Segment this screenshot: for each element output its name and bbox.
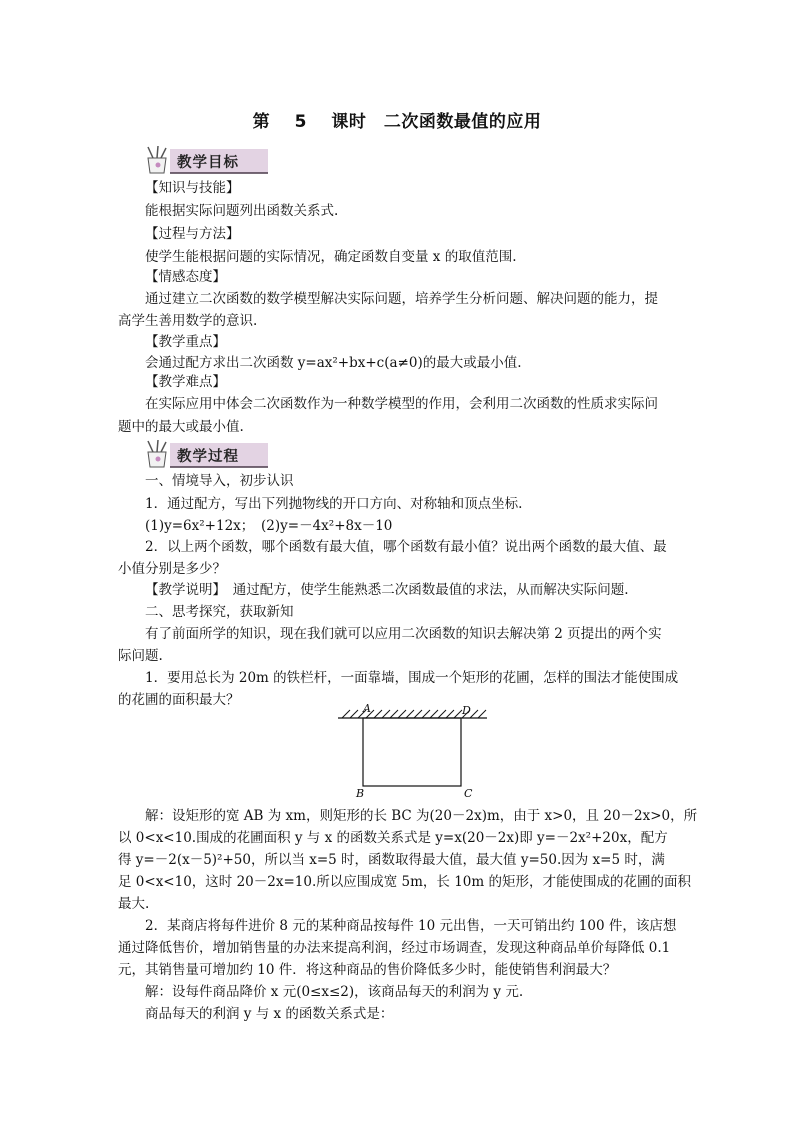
difficulty-text-line1: 在实际应用中体会二次函数作为一种数学模型的作用，会利用二次函数的性质求实际问 bbox=[145, 396, 658, 412]
emotion-text-line1: 通过建立二次函数的数学模型解决实际问题，培养学生分析问题、解决问题的能力，提 bbox=[145, 291, 658, 307]
solution1-line4: 足 0<x<10，这时 20－2x=10.所以应围成宽 5m，长 10m 的矩形，才能使围成的花圃的面积 bbox=[118, 874, 691, 890]
label-b: B bbox=[356, 787, 365, 800]
banner-title: 教学目标 bbox=[177, 155, 239, 171]
difficulty-text-line2: 题中的最大或最小值. bbox=[118, 419, 244, 435]
problem1-line1: 1．要用总长为 20m 的铁栏杆，一面靠墙，围成一个矩形的花圃，怎样的围法才能使围成 bbox=[145, 670, 679, 686]
teaching-note: 【教学说明】 通过配方，使学生能熟悉二次函数最值的求法，从而解决实际问题. bbox=[145, 582, 629, 598]
solution1-line3: 得 y=－2(x－5)²+50，所以当 x=5 时，函数取得最大值，最大值 y=50.因为 x=5 时，满 bbox=[118, 852, 665, 868]
process-heading: 【过程与方法】 bbox=[145, 226, 240, 242]
intro-line1: 有了前面所学的知识，现在我们就可以应用二次函数的知识去解决第 2 页提出的两个实 bbox=[145, 626, 662, 642]
solution2-line1: 解：设每件商品降价 x 元(0≤x≤2)，该商品每天的利润为 y 元. bbox=[145, 984, 524, 1000]
section-banner-objectives bbox=[142, 146, 272, 176]
problem2-line3: 元，其销售量可增加约 10 件．将这种商品的售价降低多少时，能使销售利润最大？ bbox=[118, 962, 617, 978]
intro-line2: 际问题. bbox=[118, 648, 163, 664]
key-heading: 【教学重点】 bbox=[145, 334, 226, 350]
label-a: A bbox=[363, 702, 371, 715]
solution1-line5: 最大. bbox=[118, 896, 150, 912]
question2-line1: 2．以上两个函数，哪个函数有最大值，哪个函数有最小值？说出两个函数的最大值、最 bbox=[145, 539, 667, 555]
solution1-line2: 以 0<x<10.围成的花圃面积 y 与 x 的函数关系式是 y=x(20－2x)即 y=－2x²+20x，配方 bbox=[118, 830, 668, 846]
solution2-line2: 商品每天的利润 y 与 x 的函数关系式是： bbox=[145, 1006, 394, 1022]
label-c: C bbox=[464, 787, 473, 800]
process-text: 使学生能根据问题的实际情况，确定函数自变量 x 的取值范围. bbox=[145, 249, 517, 265]
knowledge-heading: 【知识与技能】 bbox=[145, 180, 240, 196]
problem1-line2: 的花圃的面积最大？ bbox=[118, 692, 240, 708]
solution1-line1: 解：设矩形的宽 AB 为 xm，则矩形的长 BC 为(20－2x)m，由于 x>0，且 20－2x>0，所 bbox=[145, 808, 698, 824]
page-title: 第 5 课时 二次函数最值的应用 bbox=[252, 112, 542, 132]
question1: 1．通过配方，写出下列抛物线的开口方向、对称轴和顶点坐标. bbox=[145, 496, 523, 512]
emotion-text-line2: 高学生善用数学的意识. bbox=[118, 313, 258, 329]
key-text: 会通过配方求出二次函数 y=ax²+bx+c(a≠0)的最大或最小值. bbox=[145, 355, 522, 371]
part2-heading: 二、思考探究，获取新知 bbox=[145, 604, 294, 620]
difficulty-heading: 【教学难点】 bbox=[145, 374, 226, 390]
knowledge-text: 能根据实际问题列出函数关系式. bbox=[145, 203, 339, 219]
section-banner-process bbox=[142, 440, 272, 470]
problem2-line1: 2．某商店将每件进价 8 元的某种商品按每件 10 元出售，一天可销出约 100 件，该店想 bbox=[145, 918, 677, 934]
banner-title: 教学过程 bbox=[177, 449, 239, 465]
problem2-line2: 通过降低售价，增加销售量的办法来提高利润，经过市场调查，发现这种商品单价每降低 0.1 bbox=[118, 940, 671, 956]
label-d: D bbox=[462, 704, 471, 717]
part1-heading: 一、情境导入，初步认识 bbox=[145, 473, 294, 489]
question1-items: (1)y=6x²+12x； (2)y=－4x²+8x－10 bbox=[145, 518, 393, 534]
emotion-heading: 【情感态度】 bbox=[145, 269, 226, 285]
question2-line2: 小值分别是多少？ bbox=[118, 561, 226, 577]
